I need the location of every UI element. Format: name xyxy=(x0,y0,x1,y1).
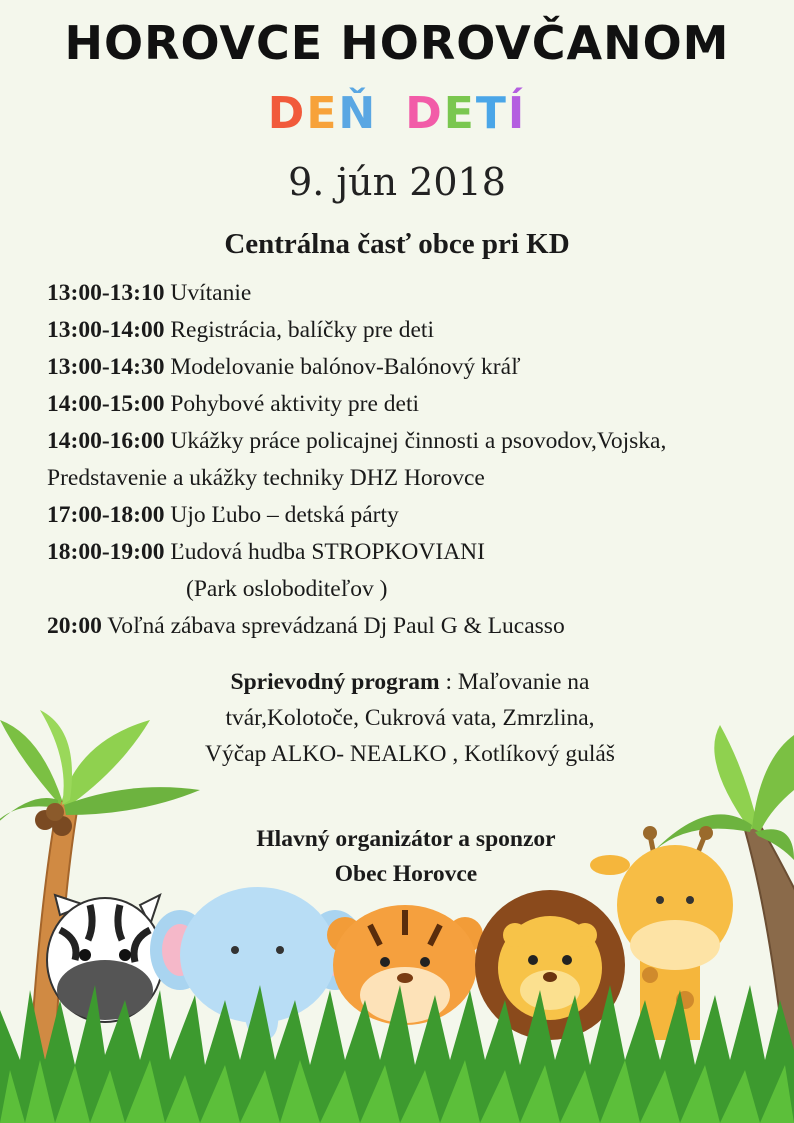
accompanying-program-line2: tvár,Kolotoče, Cukrová vata, Zmrzlina, xyxy=(225,705,595,731)
schedule-activity: Registrácia, balíčky pre deti xyxy=(164,317,434,343)
tiger-illustration xyxy=(327,905,483,1025)
schedule-row xyxy=(47,275,777,312)
subtitle-letter: Í xyxy=(507,88,527,139)
schedule-row xyxy=(47,497,777,534)
schedule-activity: Uvítanie xyxy=(164,280,252,306)
subtitle-letter: D xyxy=(405,88,444,139)
subtitle-letter: T xyxy=(475,88,508,139)
accompanying-program-label: Sprievodný program xyxy=(230,669,440,695)
schedule-time: 20:00 xyxy=(47,613,102,639)
event-subtitle xyxy=(0,88,794,139)
organizer-block xyxy=(0,822,794,892)
organizer-heading: Hlavný organizátor a sponzor xyxy=(256,826,556,852)
schedule-row xyxy=(47,608,777,645)
schedule-activity: Ľudová hudba STROPKOVIANI xyxy=(164,539,485,565)
schedule-row xyxy=(47,460,777,497)
schedule-activity: Voľná zábava sprevádzaná Dj Paul G & Lucasso xyxy=(101,613,565,639)
event-date: 9. jún 2018 xyxy=(288,160,506,204)
schedule-row xyxy=(47,423,777,460)
subtitle-letter: E xyxy=(306,88,339,139)
schedule-time: 17:00-18:00 xyxy=(47,502,165,528)
schedule-row xyxy=(47,571,777,608)
accompanying-program-line1: : Maľovanie na xyxy=(439,669,590,695)
schedule-time: 14:00-15:00 xyxy=(47,391,165,417)
schedule-row xyxy=(47,534,777,571)
schedule-row xyxy=(47,386,777,423)
subtitle-letter: Ň xyxy=(338,88,378,139)
schedule-activity: (Park osloboditeľov ) xyxy=(186,576,388,602)
schedule-time: 13:00-14:30 xyxy=(47,354,165,380)
zebra-illustration xyxy=(47,895,163,1022)
page-title: HOROVCE HOROVČANOM xyxy=(64,16,730,70)
accompanying-program xyxy=(180,664,640,772)
accompanying-program-line3: Výčap ALKO- NEALKO , Kotlíkový guláš xyxy=(205,741,615,767)
event-location: Centrálna časť obce pri KD xyxy=(224,228,570,260)
schedule-list xyxy=(47,275,777,645)
schedule-row xyxy=(47,349,777,386)
schedule-time: 18:00-19:00 xyxy=(47,539,165,565)
subtitle-letter: E xyxy=(443,88,476,139)
organizer-name: Obec Horovce xyxy=(334,861,478,887)
schedule-activity: Ujo Ľubo – detská párty xyxy=(164,502,399,528)
subtitle-letter: D xyxy=(267,88,307,139)
schedule-activity: Pohybové aktivity pre deti xyxy=(164,391,420,417)
schedule-activity: Predstavenie a ukážky techniky DHZ Horovce xyxy=(47,465,485,491)
schedule-time: 13:00-13:10 xyxy=(47,280,165,306)
schedule-activity: Modelovanie balónov-Balónový kráľ xyxy=(164,354,521,380)
schedule-activity: Ukážky práce policajnej činnosti a psovodov,Vojska, xyxy=(164,428,667,454)
schedule-time: 14:00-16:00 xyxy=(47,428,165,454)
schedule-row xyxy=(47,312,777,349)
schedule-time: 13:00-14:00 xyxy=(47,317,165,343)
